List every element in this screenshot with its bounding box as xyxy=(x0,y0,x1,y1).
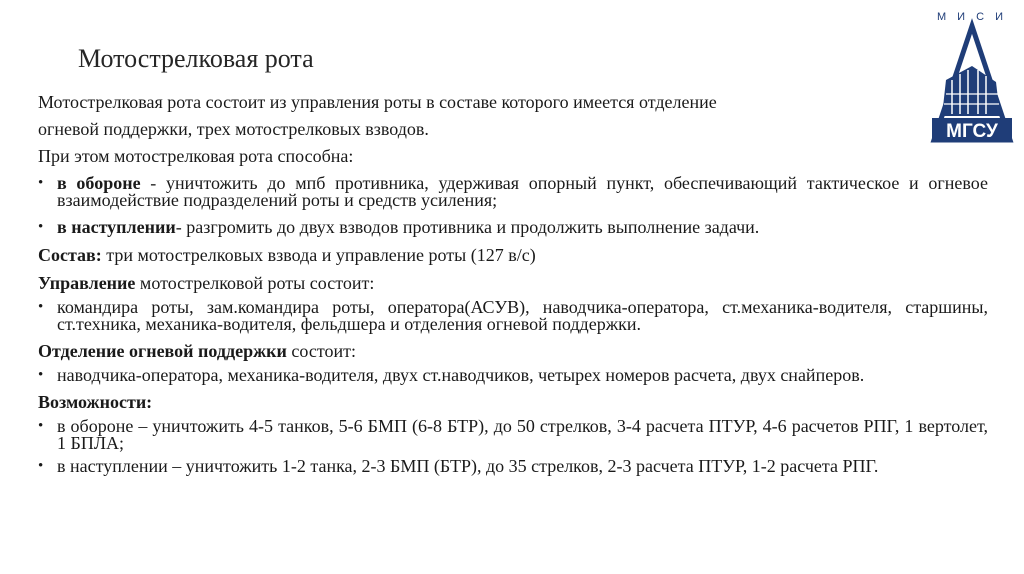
bullet-dot: • xyxy=(38,175,44,191)
composition-line xyxy=(38,243,988,268)
capability-offense-text: - разгромить до двух взводов противника и продолжить выполнение задачи. xyxy=(175,217,760,237)
management-label: Управление xyxy=(38,273,136,293)
capability-offense xyxy=(38,215,988,240)
fire-support-text: состоит: xyxy=(286,341,356,361)
intro-line-2: огневой поддержки, трех мотострелковых взводов. xyxy=(38,119,429,139)
possibility-defense-text: в обороне – уничтожить 4-5 танков, 5-6 БМП (6-8 БТР), до 50 стрелков, 3-4 расчета ПТУР, 4-6 расчетов РПГ, 1 вертолет, 1 БПЛА; xyxy=(57,416,988,453)
composition-label: Состав: xyxy=(38,245,102,265)
fire-support-item xyxy=(38,367,988,384)
bullet-dot: • xyxy=(38,299,44,315)
management-heading xyxy=(38,271,988,296)
composition-text: три мотострелковых взвода и управление роты (127 в/с) xyxy=(101,245,536,265)
slide-content xyxy=(38,90,988,481)
fire-support-heading xyxy=(38,339,988,364)
logo-top-text: М И С И xyxy=(936,11,1008,23)
possibility-defense xyxy=(38,418,988,452)
slide-title: Мотострелковая рота xyxy=(78,44,314,73)
capability-offense-label: в наступлении xyxy=(57,217,176,237)
bullet-dot: • xyxy=(38,458,44,474)
logo-bottom-text: МГСУ xyxy=(946,121,998,142)
intro-line-1: Мотострелковая рота состоит из управления роты в составе которого имеется отделение xyxy=(38,92,717,112)
bullet-dot: • xyxy=(38,367,44,383)
possibilities-heading xyxy=(38,390,988,415)
capability-defense xyxy=(38,175,988,209)
bullet-dot: • xyxy=(38,418,44,434)
intro-line-3: При этом мотострелковая рота способна: xyxy=(38,146,354,166)
possibility-offense-text: в наступлении – уничтожить 1-2 танка, 2-3 БМП (БТР), до 35 стрелков, 2-3 расчета ПТУР, 1-2 расчета РПГ. xyxy=(57,456,879,476)
management-text: мотострелковой роты состоит: xyxy=(135,273,375,293)
management-item-text: командира роты, зам.командира роты, оператора(АСУВ), наводчика-оператора, ст.механика-водителя, старшины, ст.техника, механика-водителя, фельдшера и отделения огневой поддержки. xyxy=(57,297,988,334)
bullet-dot: • xyxy=(38,219,44,235)
possibilities-label: Возможности: xyxy=(38,392,153,412)
management-item xyxy=(38,299,988,333)
fire-support-item-text: наводчика-оператора, механика-водителя, двух ст.наводчиков, четырех номеров расчета, двух снайперов. xyxy=(57,365,865,385)
fire-support-label: Отделение огневой поддержки xyxy=(38,341,287,361)
capability-defense-text: - уничтожить до мпб противника, удерживая опорный пункт, обеспечивающий тактическое и огневое взаимодействие подразделений роты и средств усиления; xyxy=(57,173,988,210)
capability-defense-label: в обороне xyxy=(57,173,141,193)
possibility-offense xyxy=(38,458,988,475)
